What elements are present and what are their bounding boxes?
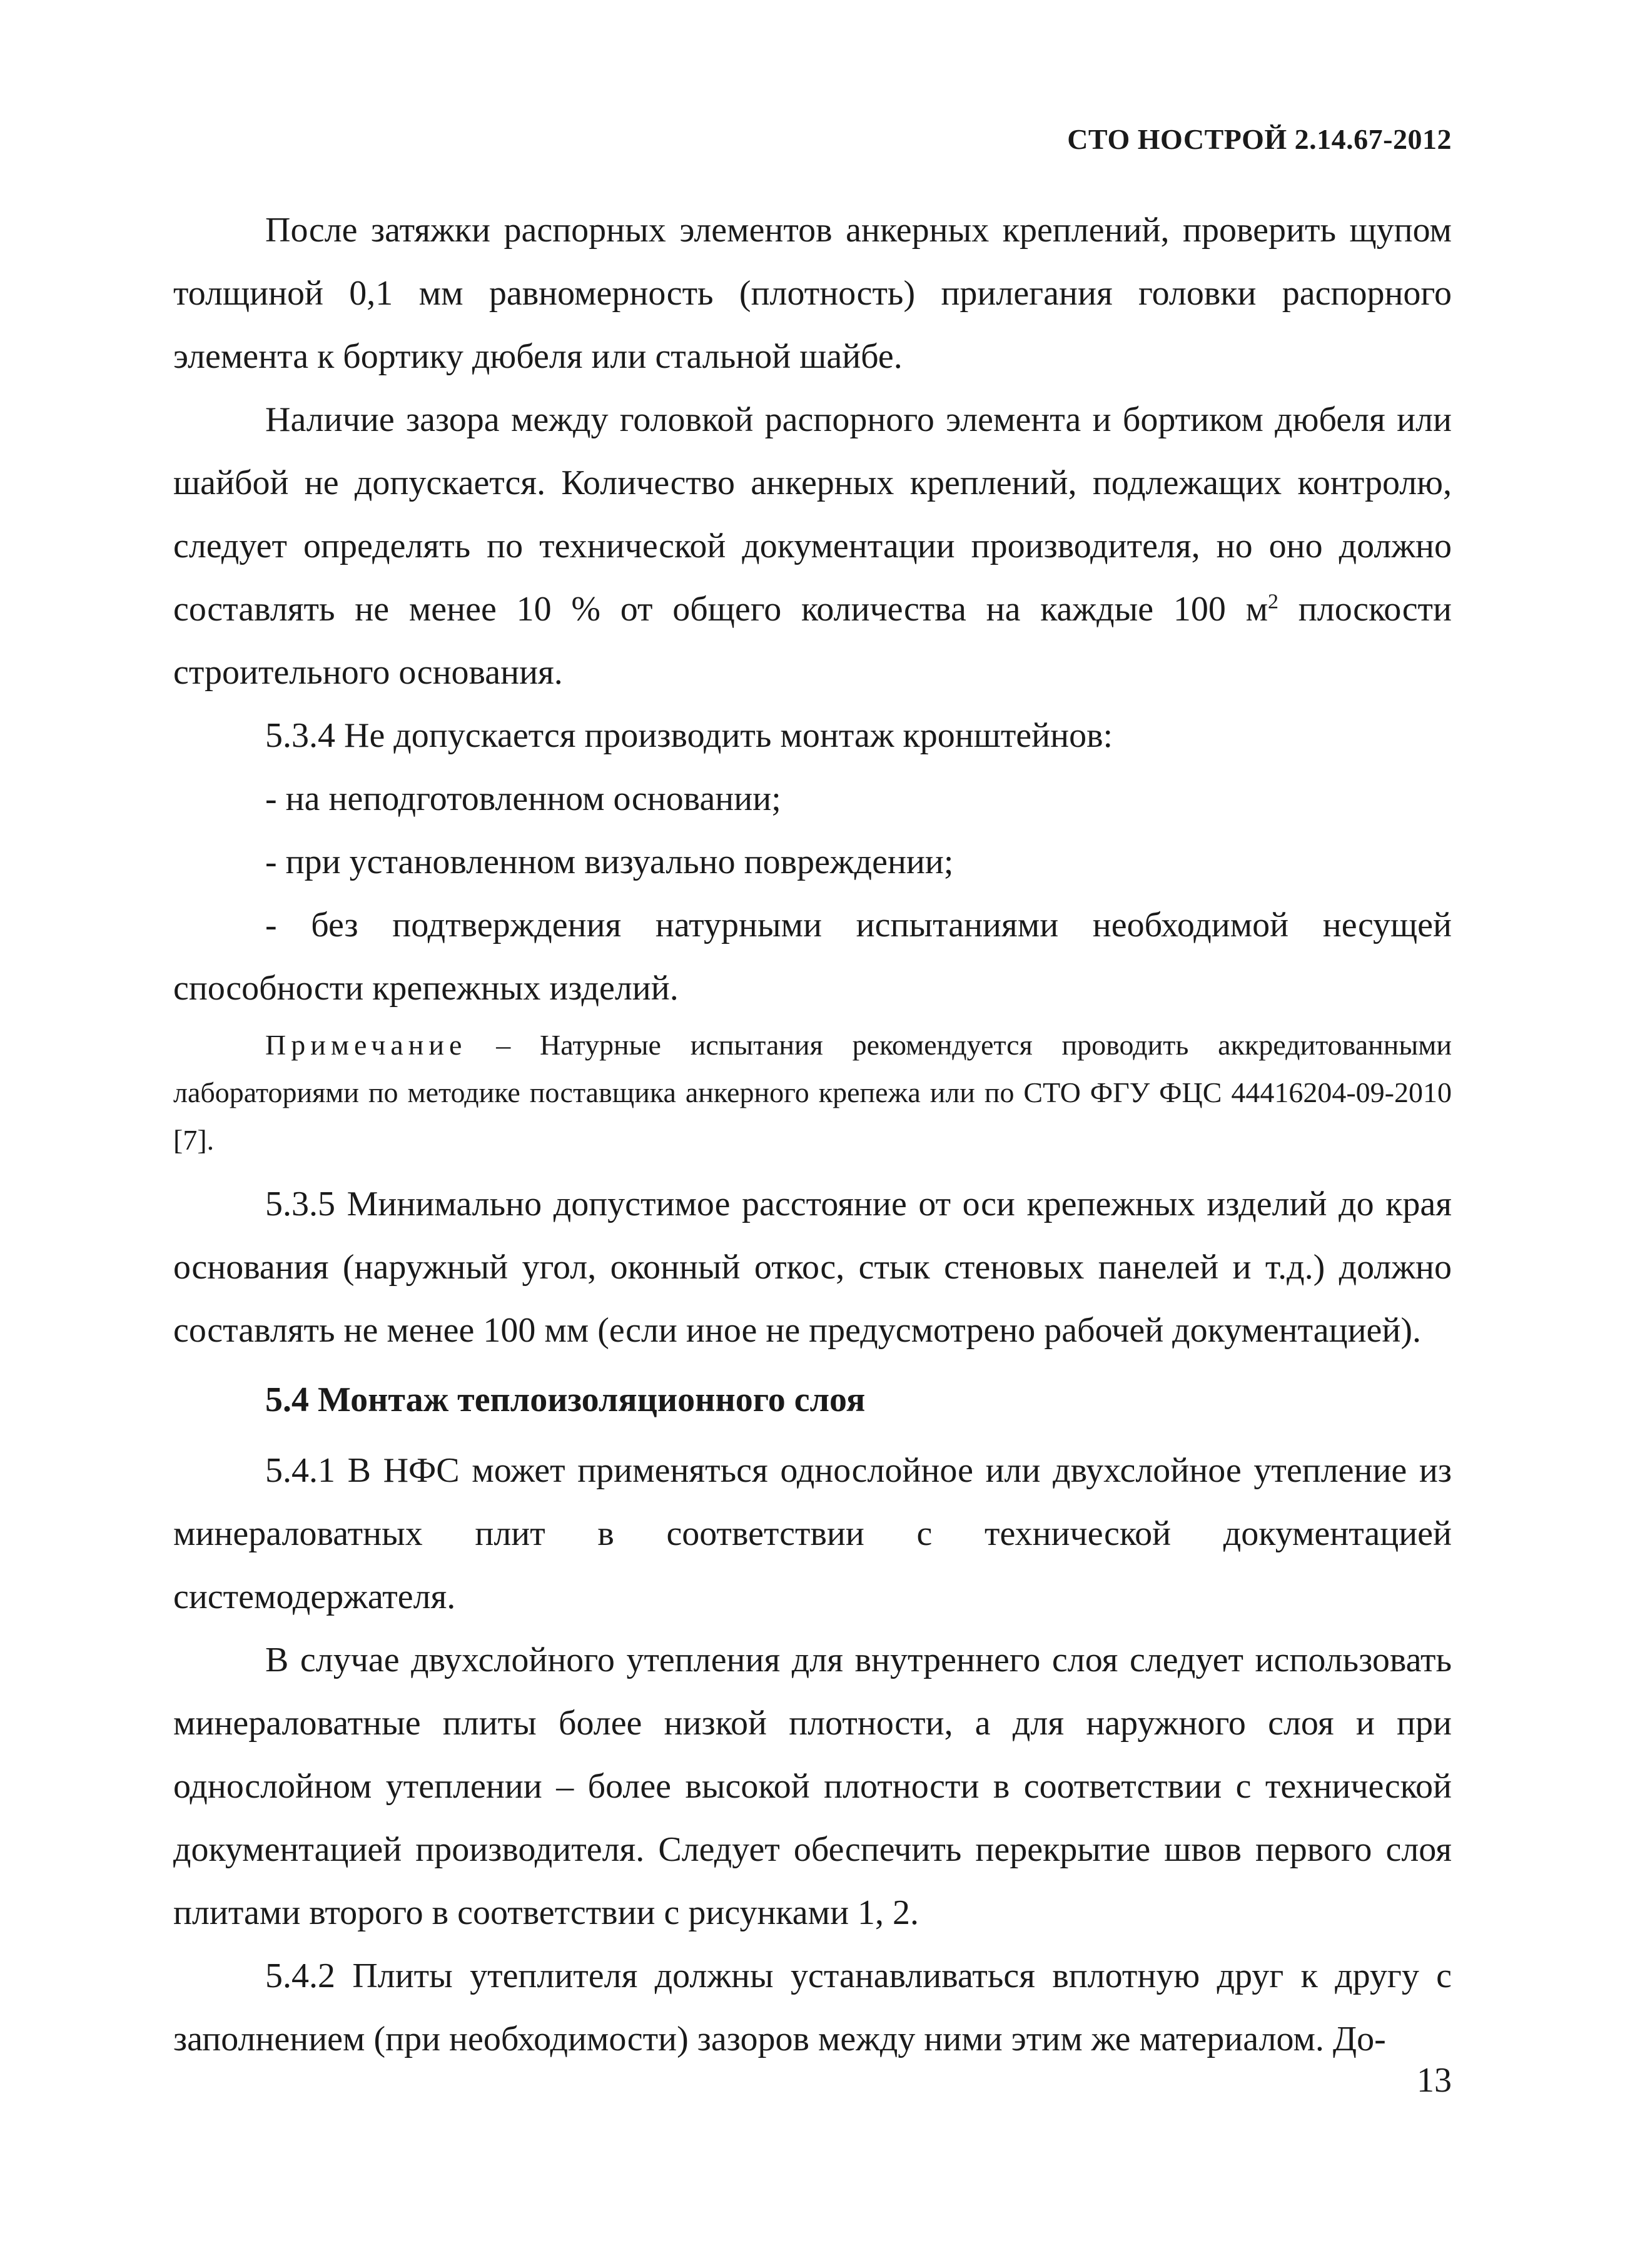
clause-5-4-1: 5.4.1 В НФС может применяться однослойное или двухслойное утепление из минераловатных плит в соответствии с технической документацией системодержателя. (173, 1451, 1452, 1616)
page-number: 13 (1417, 2061, 1452, 2100)
list-item-unprepared-base: - на неподготовленном основании; (265, 779, 781, 818)
document-code-header: СТО НОСТРОЙ 2.14.67-2012 (1067, 123, 1452, 155)
clause-5-3-5: 5.3.5 Минимально допустимое расстояние от оси крепежных изделий до края основания (наружный угол, оконный откос, стык стеновых панелей и т.д.) должно составлять не менее 100 мм (если иное не предусмотрено рабочей документацией). (173, 1185, 1452, 1350)
list-item-no-field-tests: - без подтверждения натурными испытаниями необходимой несущей способности крепежных изделий. (173, 906, 1452, 1008)
section-heading-5-4: 5.4 Монтаж теплоизоляционного слоя (265, 1380, 866, 1419)
paragraph-gap-control (173, 388, 1452, 704)
paragraph-two-layer-insulation: В случае двухслойного утепления для внутреннего слоя следует использовать минераловатные плиты более низкой плотности, а для наружного слоя и при однослойном утеплении – более высокой плотности в соответствии с технической документацией производителя. Следует обеспечить перекрытие швов первого слоя плитами второго в соответствии с рисунками 1, 2. (173, 1641, 1452, 1932)
document-body (173, 199, 1452, 2071)
note-label: Примечание (265, 1029, 467, 1061)
superscript-2: 2 (1268, 590, 1279, 614)
list-item-visual-damage: - при установленном визуально повреждении; (265, 843, 954, 881)
paragraph-anchor-check: После затяжки распорных элементов анкерных креплений, проверить щупом толщиной 0,1 мм равномерность (плотность) прилегания головки распорного элемента к бортику дюбеля или стальной шайбе. (173, 211, 1452, 376)
note-text: – Натурные испытания рекомендуется проводить аккредитованными лабораториями по методике поставщика анкерного крепежа или по СТО ФГУ ФЦС 44416204-09-2010 [7]. (173, 1029, 1452, 1156)
paragraph-gap-control-text-2: плоскости строительного основания. (173, 590, 1452, 692)
clause-5-4-2: 5.4.2 Плиты утеплителя должны устанавливаться вплотную друг к другу с заполнением (при необходимости) зазоров между ними этим же материалом. До- (173, 1957, 1452, 2058)
paragraph-gap-control-text-1: Наличие зазора между головкой распорного элемента и бортиком дюбеля или шайбой не допускается. Количество анкерных креплений, подлежащих контролю, следует определять по технической документации производителя, но оно должно составлять не менее 10 % от общего количества на каждые 100 м (173, 400, 1452, 629)
note-paragraph (173, 1021, 1452, 1164)
clause-5-3-4: 5.3.4 Не допускается производить монтаж кронштейнов: (265, 716, 1113, 755)
